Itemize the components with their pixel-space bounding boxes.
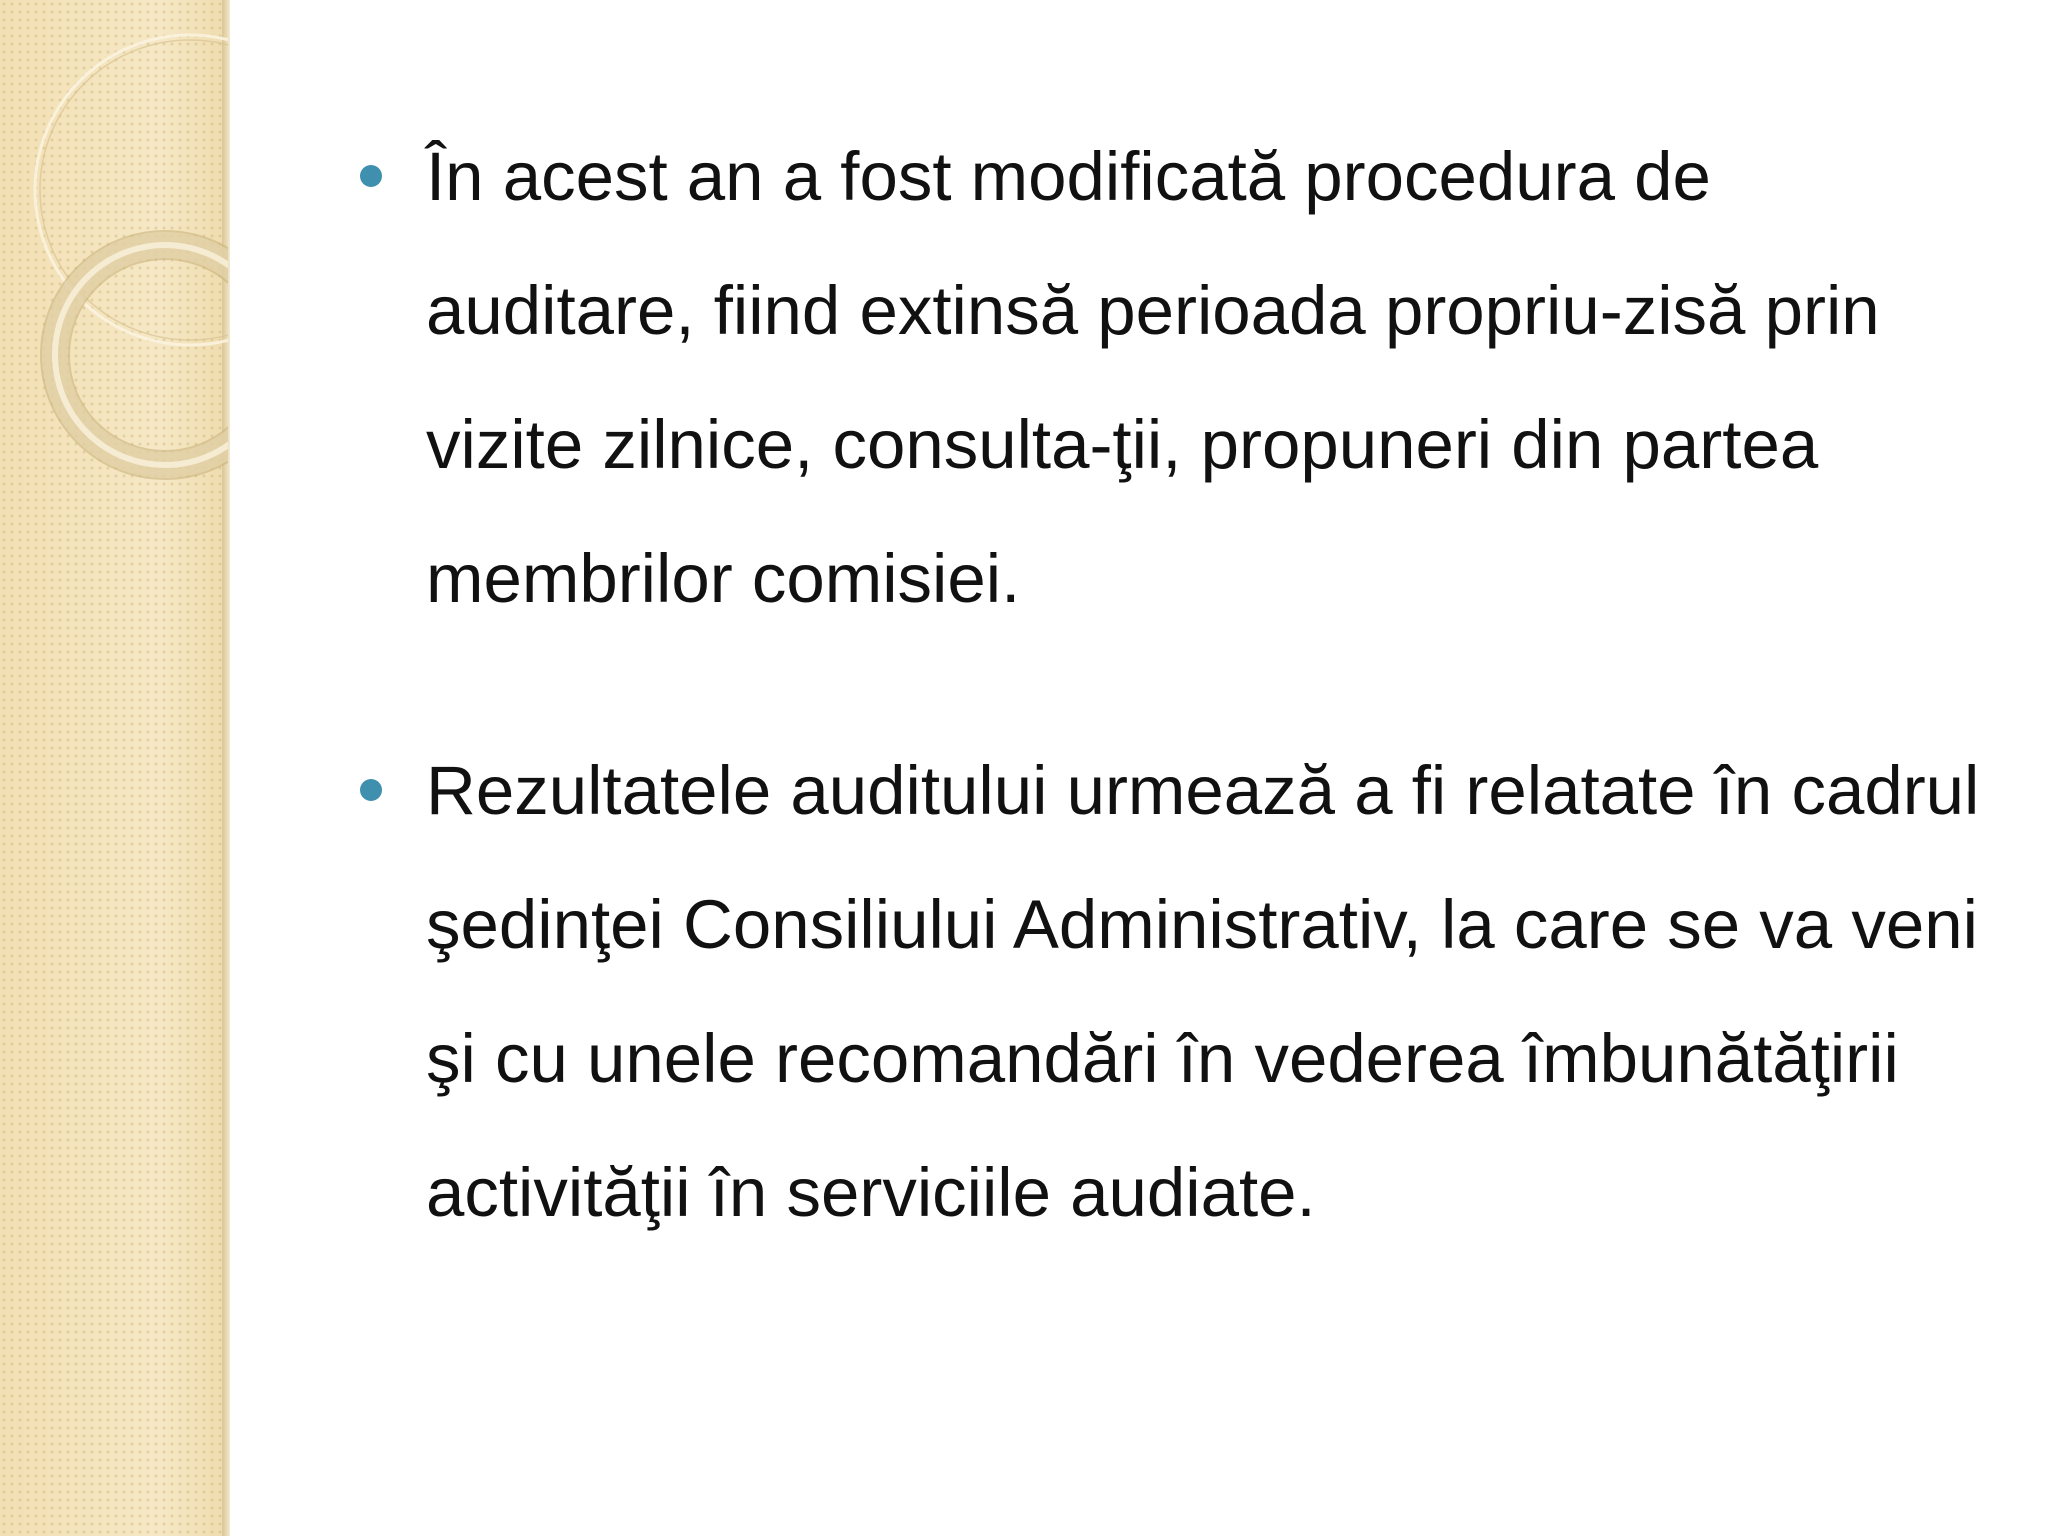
bullet-dot-icon	[360, 779, 382, 801]
bullet-list	[360, 138, 1980, 1260]
bullet-item	[360, 724, 1980, 1260]
bullet-item	[360, 110, 1980, 646]
decorative-rings	[0, 0, 228, 520]
bullet-text: Rezultatele auditului urmează a fi relatate în cadrul şedinţei Consiliului Administrativ, la care se va veni şi cu unele recomandări în vederea îmbunătăţirii activităţii în serviciile audiate.	[426, 752, 1980, 1231]
bullet-text: În acest an a fost modificată procedura de auditare, fiind extinsă perioada propriu-zisă prin vizite zilnice, consulta-ţii, propuneri din partea membrilor comisiei.	[426, 138, 1880, 617]
bullet-dot-icon	[360, 165, 382, 187]
